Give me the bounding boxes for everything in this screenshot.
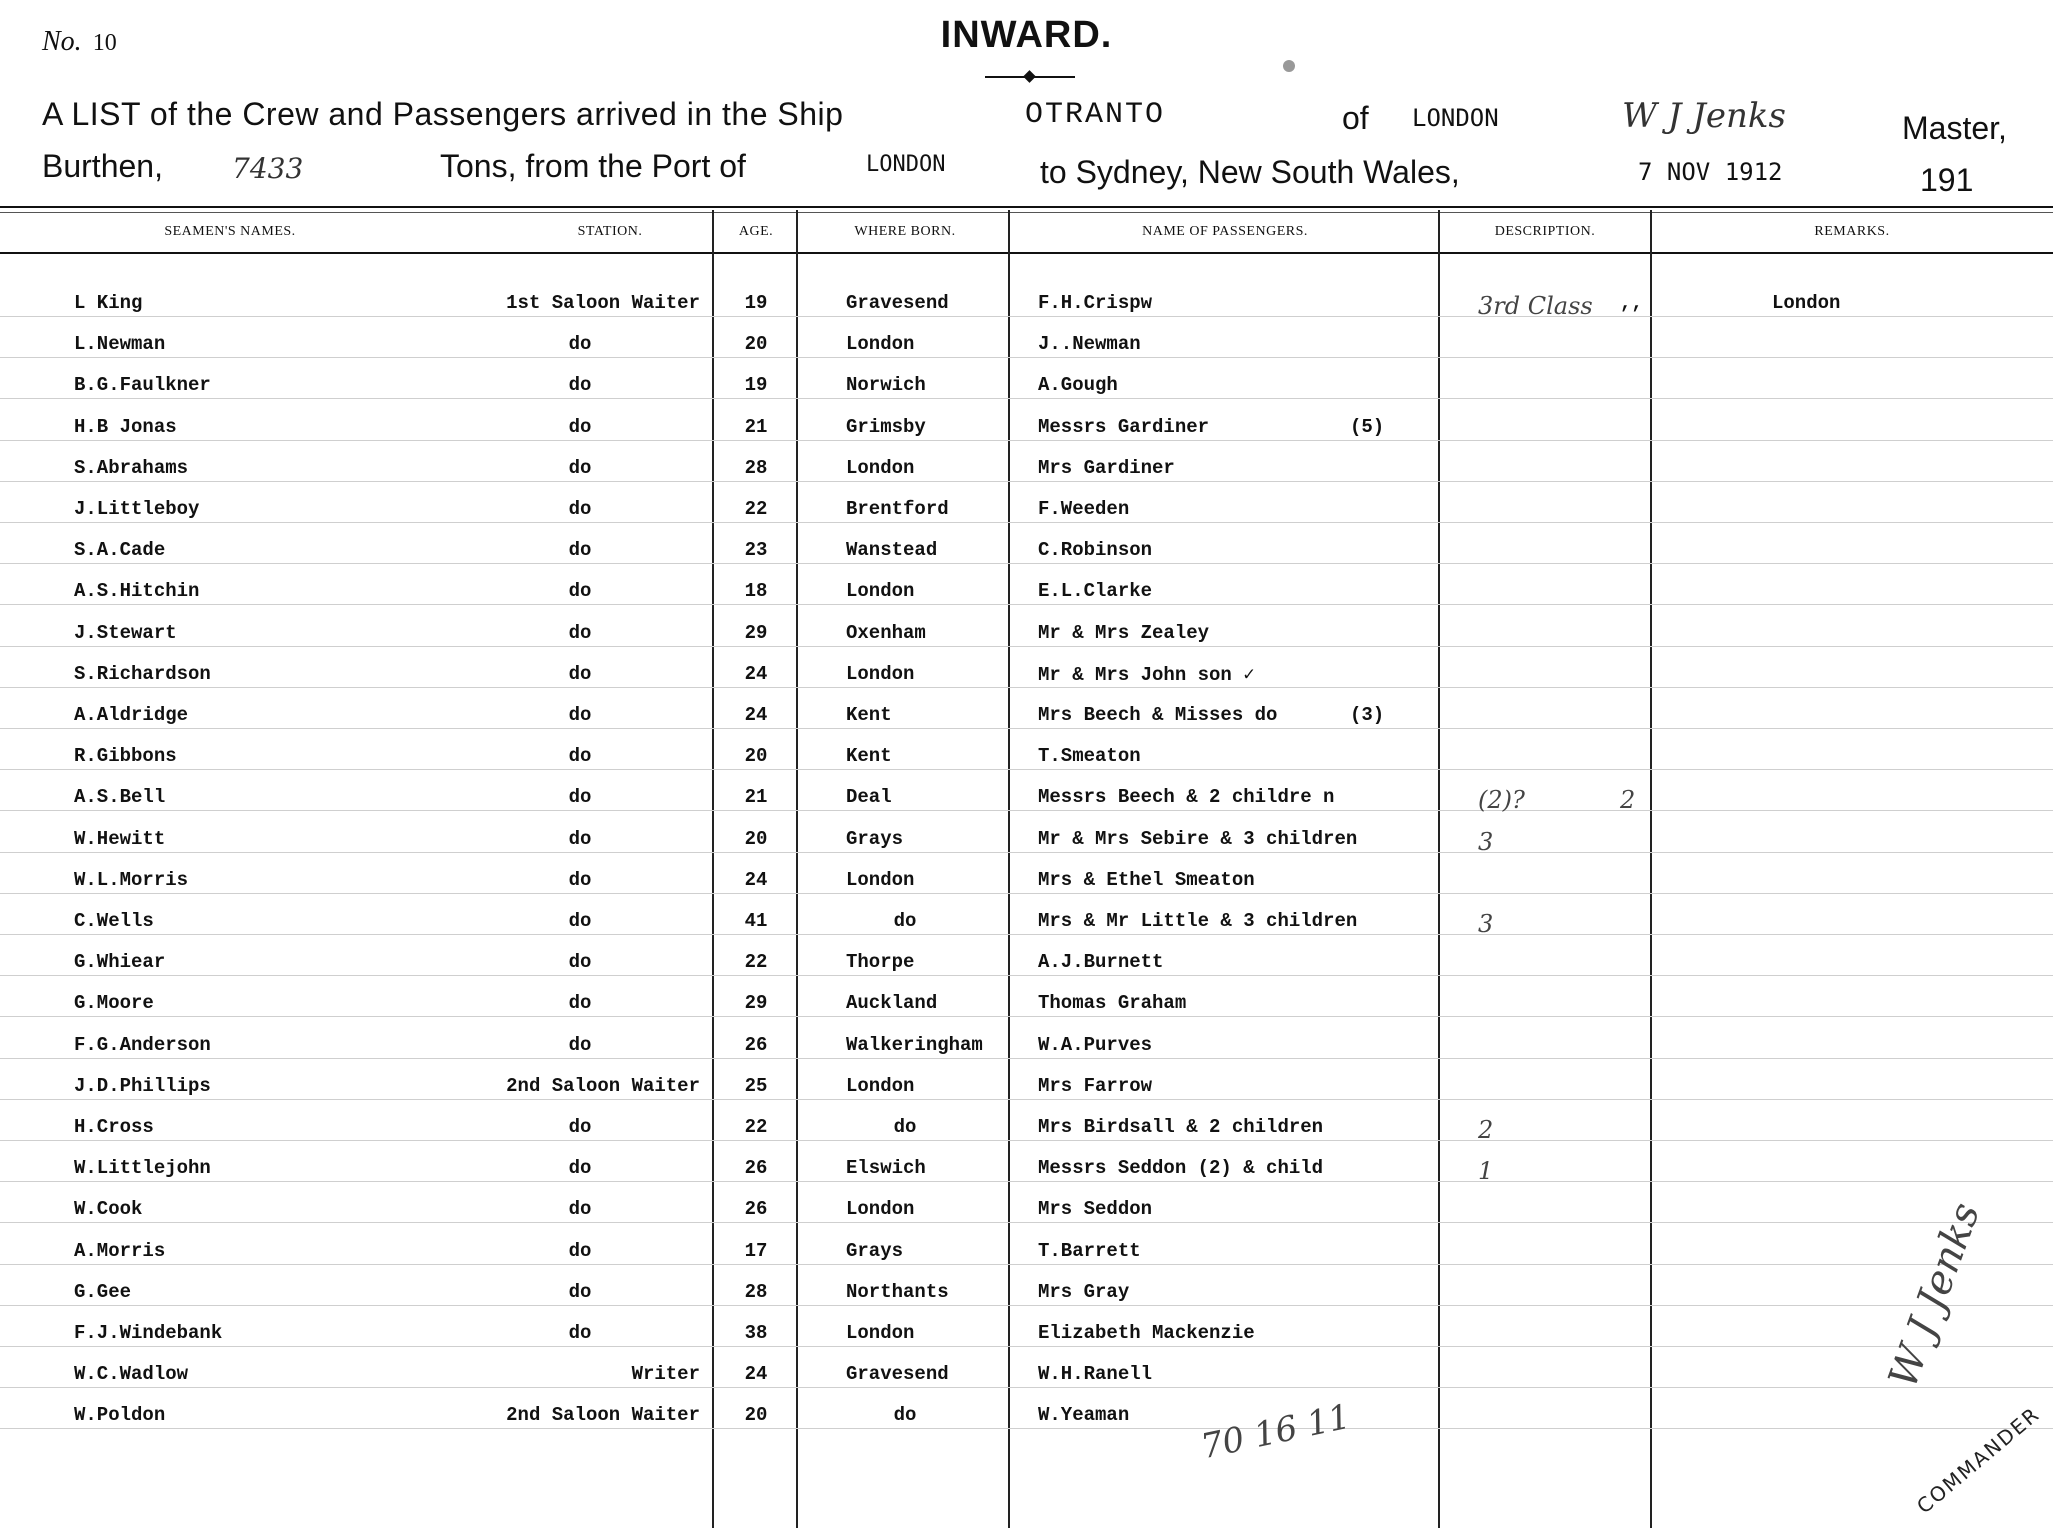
- row-rule: [0, 357, 2053, 358]
- seaman-name: A.Morris: [74, 1240, 166, 1262]
- seaman-name: A.S.Bell: [74, 786, 166, 808]
- table-row: [0, 745, 2053, 775]
- row-rule: [0, 1346, 2053, 1347]
- passenger-name: J..Newman: [1038, 333, 1141, 355]
- seaman-age: 22: [744, 951, 768, 973]
- passenger-name: Mrs Gray: [1038, 1281, 1130, 1303]
- seaman-station: do: [568, 1322, 592, 1344]
- row-rule: [0, 604, 2053, 605]
- seaman-age: 21: [744, 416, 768, 438]
- seaman-age: 20: [744, 333, 768, 355]
- row-rule: [0, 1181, 2053, 1182]
- seaman-name: W.Hewitt: [74, 828, 166, 850]
- seaman-birthplace: Auckland: [846, 992, 938, 1014]
- passenger-count: (5): [1350, 416, 1385, 438]
- seaman-station: do: [568, 622, 592, 644]
- description-mark: 2: [1620, 786, 1636, 814]
- seaman-age: 24: [744, 704, 768, 726]
- ship-name: OTRANTO: [1025, 98, 1166, 132]
- seaman-birthplace: London: [846, 663, 915, 685]
- passenger-description: 3: [1478, 828, 1494, 856]
- ink-spot: [1283, 60, 1295, 72]
- passenger-name: W.A.Purves: [1038, 1034, 1153, 1056]
- table-row: [0, 1281, 2053, 1311]
- table-row: [0, 416, 2053, 446]
- seaman-station: do: [568, 1240, 592, 1262]
- table-row: [0, 1034, 2053, 1064]
- passenger-description: (2)?: [1478, 786, 1525, 814]
- seaman-station: do: [568, 992, 592, 1014]
- seaman-station: do: [568, 951, 592, 973]
- seaman-age: 22: [744, 498, 768, 520]
- seaman-station: do: [568, 1198, 592, 1220]
- seaman-name: J.D.Phillips: [74, 1075, 211, 1097]
- seaman-name: C.Wells: [74, 910, 154, 932]
- passenger-name: W.H.Ranell: [1038, 1363, 1153, 1385]
- seaman-birthplace: London: [846, 333, 915, 355]
- seaman-age: 26: [744, 1034, 768, 1056]
- seaman-station: 2nd Saloon Waiter: [506, 1075, 700, 1097]
- title-ornament: [985, 72, 1075, 82]
- tally-note: 70 16 11: [1197, 1396, 1354, 1468]
- master-label: Master,: [1902, 110, 2007, 146]
- header-rule-inner: [0, 212, 2053, 213]
- passenger-name: Mr & Mrs Sebire & 3 children: [1038, 828, 1358, 850]
- passenger-description: 3: [1478, 910, 1494, 938]
- table-row: [0, 828, 2053, 858]
- table-row: [0, 498, 2053, 528]
- passenger-remarks: London: [1772, 292, 1841, 314]
- destination-text: to Sydney, New South Wales,: [1040, 154, 1460, 190]
- row-rule: [0, 687, 2053, 688]
- passenger-name: Mrs Beech & Misses do: [1038, 704, 1278, 726]
- document-number-value: 10: [92, 30, 117, 56]
- table-row: [0, 1322, 2053, 1352]
- passenger-name: F.Weeden: [1038, 498, 1130, 520]
- seaman-age: 26: [744, 1157, 768, 1179]
- passenger-name: T.Barrett: [1038, 1240, 1141, 1262]
- seaman-station: do: [568, 786, 592, 808]
- seaman-age: 21: [744, 786, 768, 808]
- row-rule: [0, 975, 2053, 976]
- passenger-name: Messrs Beech & 2 childre n: [1038, 786, 1335, 808]
- row-rule: [0, 1058, 2053, 1059]
- seaman-birthplace: Grimsby: [846, 416, 926, 438]
- seaman-name: A.Aldridge: [74, 704, 189, 726]
- row-rule: [0, 852, 2053, 853]
- passenger-name: Messrs Gardiner: [1038, 416, 1210, 438]
- row-rule: [0, 1305, 2053, 1306]
- seaman-age: 24: [744, 663, 768, 685]
- seaman-age: 41: [744, 910, 768, 932]
- seaman-age: 19: [744, 374, 768, 396]
- seaman-name: F.J.Windebank: [74, 1322, 223, 1344]
- seaman-birthplace: Walkeringham: [846, 1034, 983, 1056]
- row-rule: [0, 522, 2053, 523]
- seaman-name: W.Cook: [74, 1198, 143, 1220]
- passenger-name: W.Yeaman: [1038, 1404, 1130, 1426]
- seaman-name: J.Littleboy: [74, 498, 200, 520]
- row-rule: [0, 1428, 2053, 1429]
- column-station: STATION.: [577, 224, 643, 239]
- seaman-station: do: [568, 1034, 592, 1056]
- seaman-age: 28: [744, 1281, 768, 1303]
- column-description: DESCRIPTION.: [1494, 224, 1596, 239]
- seaman-age: 19: [744, 292, 768, 314]
- table-row: [0, 869, 2053, 899]
- seaman-age: 22: [744, 1116, 768, 1138]
- column-age: AGE.: [738, 224, 774, 239]
- passenger-description: 3rd Class: [1478, 292, 1593, 320]
- seaman-name: G.Gee: [74, 1281, 132, 1303]
- seaman-station: do: [568, 745, 592, 767]
- table-row: [0, 580, 2053, 610]
- passenger-name: F.H.Crispw: [1038, 292, 1153, 314]
- seaman-birthplace: London: [846, 1322, 915, 1344]
- row-rule: [0, 316, 2053, 317]
- home-port: LONDON: [1412, 104, 1499, 132]
- seaman-age: 20: [744, 745, 768, 767]
- seaman-birthplace: do: [893, 1404, 917, 1426]
- row-rule: [0, 728, 2053, 729]
- seaman-birthplace: London: [846, 580, 915, 602]
- seaman-name: G.Whiear: [74, 951, 166, 973]
- seaman-age: 24: [744, 869, 768, 891]
- passenger-name: Elizabeth Mackenzie: [1038, 1322, 1255, 1344]
- table-row: [0, 539, 2053, 569]
- seaman-station: do: [568, 910, 592, 932]
- seaman-name: R.Gibbons: [74, 745, 177, 767]
- row-rule: [0, 1264, 2053, 1265]
- row-rule: [0, 440, 2053, 441]
- seaman-station: Writer: [631, 1363, 700, 1385]
- column-seamen-names: SEAMEN'S NAMES.: [164, 224, 296, 239]
- seaman-name: B.G.Faulkner: [74, 374, 211, 396]
- table-row: [0, 910, 2053, 940]
- document-title: INWARD.: [940, 14, 1113, 56]
- seaman-name: S.Abrahams: [74, 457, 189, 479]
- seaman-name: L.Newman: [74, 333, 166, 355]
- seaman-station: do: [568, 1281, 592, 1303]
- seaman-station: 1st Saloon Waiter: [506, 292, 700, 314]
- seaman-station: 2nd Saloon Waiter: [506, 1404, 700, 1426]
- row-rule: [0, 1222, 2053, 1223]
- master-signature: W J Jenks: [1622, 96, 1786, 136]
- row-rule: [0, 1016, 2053, 1017]
- row-rule: [0, 934, 2053, 935]
- passenger-name: Mr & Mrs John son ✓: [1038, 664, 1255, 686]
- row-rule: [0, 769, 2053, 770]
- table-row: [0, 1240, 2053, 1270]
- passenger-name: Mrs Seddon: [1038, 1198, 1153, 1220]
- seaman-station: do: [568, 333, 592, 355]
- passenger-description: 1: [1478, 1157, 1494, 1185]
- seaman-birthplace: Wanstead: [846, 539, 938, 561]
- seaman-age: 29: [744, 992, 768, 1014]
- passenger-name: A.J.Burnett: [1038, 951, 1164, 973]
- seaman-birthplace: London: [846, 457, 915, 479]
- seaman-age: 20: [744, 828, 768, 850]
- seaman-station: do: [568, 416, 592, 438]
- table-row: [0, 1075, 2053, 1105]
- passenger-name: Mrs Farrow: [1038, 1075, 1153, 1097]
- seaman-birthplace: London: [846, 1198, 915, 1220]
- table-row: [0, 292, 2053, 322]
- seaman-birthplace: Gravesend: [846, 1363, 949, 1385]
- tons-from-port-label: Tons, from the Port of: [440, 148, 746, 184]
- seaman-age: 24: [744, 1363, 768, 1385]
- tonnage-value: 7433: [232, 152, 304, 185]
- seaman-station: do: [568, 1157, 592, 1179]
- seaman-name: L King: [74, 292, 143, 314]
- passenger-name: Mrs Gardiner: [1038, 457, 1175, 479]
- row-rule: [0, 481, 2053, 482]
- table-row: [0, 663, 2053, 693]
- table-row: [0, 1404, 2053, 1434]
- column-header-rule: [0, 252, 2053, 254]
- seaman-age: 25: [744, 1075, 768, 1097]
- seaman-birthplace: Elswich: [846, 1157, 926, 1179]
- seaman-age: 28: [744, 457, 768, 479]
- row-rule: [0, 1140, 2053, 1141]
- seaman-age: 20: [744, 1404, 768, 1426]
- seaman-birthplace: do: [893, 910, 917, 932]
- description-mark: ,,: [1620, 292, 1643, 314]
- passenger-name: Thomas Graham: [1038, 992, 1187, 1014]
- burthen-label: Burthen,: [42, 148, 163, 184]
- seaman-birthplace: Norwich: [846, 374, 926, 396]
- seaman-birthplace: Northants: [846, 1281, 949, 1303]
- table-row: [0, 374, 2053, 404]
- year-prefix: 191: [1920, 162, 1974, 198]
- seaman-birthplace: Grays: [846, 1240, 904, 1262]
- passenger-name: C.Robinson: [1038, 539, 1153, 561]
- seaman-birthplace: Deal: [846, 786, 892, 808]
- passenger-name: Mrs Birdsall & 2 children: [1038, 1116, 1324, 1138]
- table-row: [0, 1157, 2053, 1187]
- table-row: [0, 1198, 2053, 1228]
- of-label: of: [1342, 100, 1369, 136]
- passenger-name: E.L.Clarke: [1038, 580, 1153, 602]
- table-row: [0, 457, 2053, 487]
- seaman-station: do: [568, 580, 592, 602]
- seaman-name: H.Cross: [74, 1116, 154, 1138]
- commander-signature: W J Jenks: [1880, 1196, 1990, 1394]
- seaman-birthplace: Thorpe: [846, 951, 915, 973]
- row-rule: [0, 893, 2053, 894]
- list-heading-text: A LIST of the Crew and Passengers arrived in the Ship: [42, 96, 844, 132]
- seaman-station: do: [568, 663, 592, 685]
- table-row: [0, 704, 2053, 734]
- column-where-born: WHERE BORN.: [854, 224, 956, 239]
- seaman-name: A.S.Hitchin: [74, 580, 200, 602]
- seaman-name: F.G.Anderson: [74, 1034, 211, 1056]
- passenger-count: (3): [1350, 704, 1385, 726]
- table-row: [0, 622, 2053, 652]
- seaman-name: W.C.Wadlow: [74, 1363, 189, 1385]
- seaman-birthplace: Oxenham: [846, 622, 926, 644]
- passenger-name: Mrs & Ethel Smeaton: [1038, 869, 1255, 891]
- table-row: [0, 1363, 2053, 1393]
- row-rule: [0, 1387, 2053, 1388]
- table-row: [0, 786, 2053, 816]
- seaman-station: do: [568, 498, 592, 520]
- seaman-name: W.L.Morris: [74, 869, 189, 891]
- passenger-name: Messrs Seddon (2) & child: [1038, 1157, 1324, 1179]
- seaman-age: 26: [744, 1198, 768, 1220]
- port-from: LONDON: [866, 152, 946, 177]
- seaman-age: 18: [744, 580, 768, 602]
- row-rule: [0, 563, 2053, 564]
- passenger-description: 2: [1478, 1116, 1494, 1144]
- seaman-station: do: [568, 828, 592, 850]
- passenger-name: Mr & Mrs Zealey: [1038, 622, 1210, 644]
- seaman-name: H.B Jonas: [74, 416, 177, 438]
- row-rule: [0, 810, 2053, 811]
- seaman-name: S.Richardson: [74, 663, 211, 685]
- seaman-birthplace: London: [846, 1075, 915, 1097]
- seaman-name: W.Littlejohn: [74, 1157, 211, 1179]
- seaman-name: W.Poldon: [74, 1404, 166, 1426]
- row-rule: [0, 1099, 2053, 1100]
- document-number-label: No.: [42, 26, 82, 57]
- table-row: [0, 951, 2053, 981]
- passenger-name: A.Gough: [1038, 374, 1118, 396]
- row-rule: [0, 398, 2053, 399]
- seaman-birthplace: Kent: [846, 704, 892, 726]
- seaman-age: 29: [744, 622, 768, 644]
- seaman-name: G.Moore: [74, 992, 154, 1014]
- passenger-name: Mrs & Mr Little & 3 children: [1038, 910, 1358, 932]
- row-rule: [0, 646, 2053, 647]
- seaman-birthplace: Kent: [846, 745, 892, 767]
- table-row: [0, 992, 2053, 1022]
- column-passenger-names: NAME OF PASSENGERS.: [1142, 224, 1308, 239]
- seaman-station: do: [568, 704, 592, 726]
- column-remarks: REMARKS.: [1814, 224, 1890, 239]
- seaman-station: do: [568, 374, 592, 396]
- seaman-age: 17: [744, 1240, 768, 1262]
- seaman-station: do: [568, 1116, 592, 1138]
- seaman-birthplace: do: [893, 1116, 917, 1138]
- seaman-station: do: [568, 869, 592, 891]
- arrival-date-stamp: 7 NOV 1912: [1638, 158, 1783, 186]
- table-row: [0, 333, 2053, 363]
- header-rule-top: [0, 206, 2053, 208]
- seaman-birthplace: London: [846, 869, 915, 891]
- seaman-birthplace: Gravesend: [846, 292, 949, 314]
- passenger-name: T.Smeaton: [1038, 745, 1141, 767]
- seaman-age: 23: [744, 539, 768, 561]
- table-row: [0, 1116, 2053, 1146]
- commander-stamp: COMMANDER: [1912, 1401, 2045, 1519]
- seaman-name: S.A.Cade: [74, 539, 166, 561]
- seaman-birthplace: Grays: [846, 828, 904, 850]
- seaman-birthplace: Brentford: [846, 498, 949, 520]
- seaman-station: do: [568, 539, 592, 561]
- seaman-age: 38: [744, 1322, 768, 1344]
- seaman-name: J.Stewart: [74, 622, 177, 644]
- seaman-station: do: [568, 457, 592, 479]
